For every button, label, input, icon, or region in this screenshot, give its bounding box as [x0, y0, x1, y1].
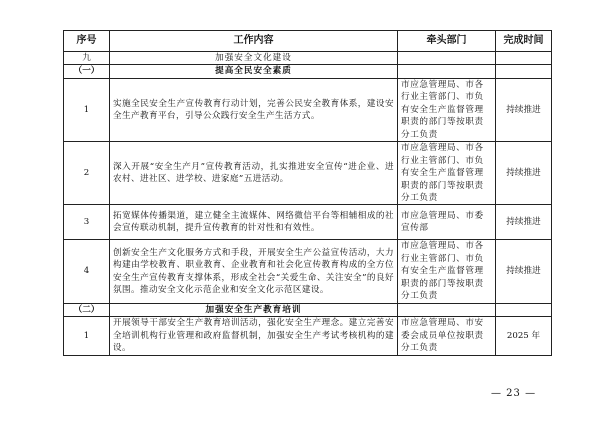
- row-dept: 市应急管理局、市各行业主管部门、市负有安全生产监督管理职责的部门等按职责分工负责: [398, 78, 496, 141]
- section-number: 九: [64, 52, 110, 65]
- subsection-title: 提高全民安全素质: [110, 65, 398, 78]
- table-row: [64, 142, 552, 205]
- table-row: [64, 78, 552, 141]
- row-content: 实施全民安全生产宣传教育行动计划，完善公民安全教育体系，建设安全生产教育平台，引导公众践行安全生产生活方式。: [110, 78, 398, 141]
- header-no: 序号: [64, 31, 110, 52]
- row-dept: 市应急管理局、市各行业主管部门、市负有安全生产监督管理职责的部门等按职责分工负责: [398, 240, 496, 303]
- header-row: [64, 31, 552, 52]
- row-time: 持续推进: [496, 240, 552, 303]
- row-number: 1: [64, 78, 110, 141]
- row-time: 持续推进: [496, 205, 552, 240]
- row-number: 2: [64, 142, 110, 205]
- row-content: 拓宽媒体传播渠道，建立健全主流媒体、网络微信平台等相辅相成的社会宣传联动机制，提升宣传教育的针对性和有效性。: [110, 205, 398, 240]
- header-content: 工作内容: [110, 31, 398, 52]
- subsection-row: [64, 65, 552, 78]
- header-dept: 牵头部门: [398, 31, 496, 52]
- row-number: 4: [64, 240, 110, 303]
- subsection-title: 加强安全生产教育培训: [110, 303, 398, 316]
- row-dept: 市应急管理局、市安委会成员单位按职责分工负责: [398, 317, 496, 356]
- row-content: 创新安全生产文化服务方式和手段，开展安全生产公益宣传活动，大力构建由学校教育、职业教育、企业教育和社会化宣传教育构成的全方位安全生产宣传教育支撑体系，形成全社会“关爱生命、关注安全”的良好氛围。推动安全文化示范企业和安全文化示范区建设。: [110, 240, 398, 303]
- subsection-number: （一）: [64, 65, 110, 78]
- section-title: 加强安全文化建设: [110, 52, 398, 65]
- table-row: [64, 205, 552, 240]
- table-row: [64, 317, 552, 356]
- row-dept: 市应急管理局、市委宣传部: [398, 205, 496, 240]
- header-time: 完成时间: [496, 31, 552, 52]
- subsection-number: （二）: [64, 303, 110, 316]
- row-content: 深入开展“安全生产月”宣传教育活动，扎实推进安全宣传“进企业、进农村、进社区、进学校、进家庭”五进活动。: [110, 142, 398, 205]
- row-number: 1: [64, 317, 110, 356]
- task-table: [63, 30, 552, 356]
- subsection-row: [64, 303, 552, 316]
- row-time: 持续推进: [496, 142, 552, 205]
- section-row: [64, 52, 552, 65]
- row-time: 2025 年: [496, 317, 552, 356]
- row-time: 持续推进: [496, 78, 552, 141]
- table-row: [64, 240, 552, 303]
- page-number: — 23 —: [491, 388, 537, 399]
- row-content: 开展领导干部安全生产教育培训活动，强化安全生产理念。建立完善安全培训机构行业管理和政府监督机制，加强安全生产考试考核机构的建设。: [110, 317, 398, 356]
- row-number: 3: [64, 205, 110, 240]
- row-dept: 市应急管理局、市各行业主管部门、市负有安全生产监督管理职责的部门等按职责分工负责: [398, 142, 496, 205]
